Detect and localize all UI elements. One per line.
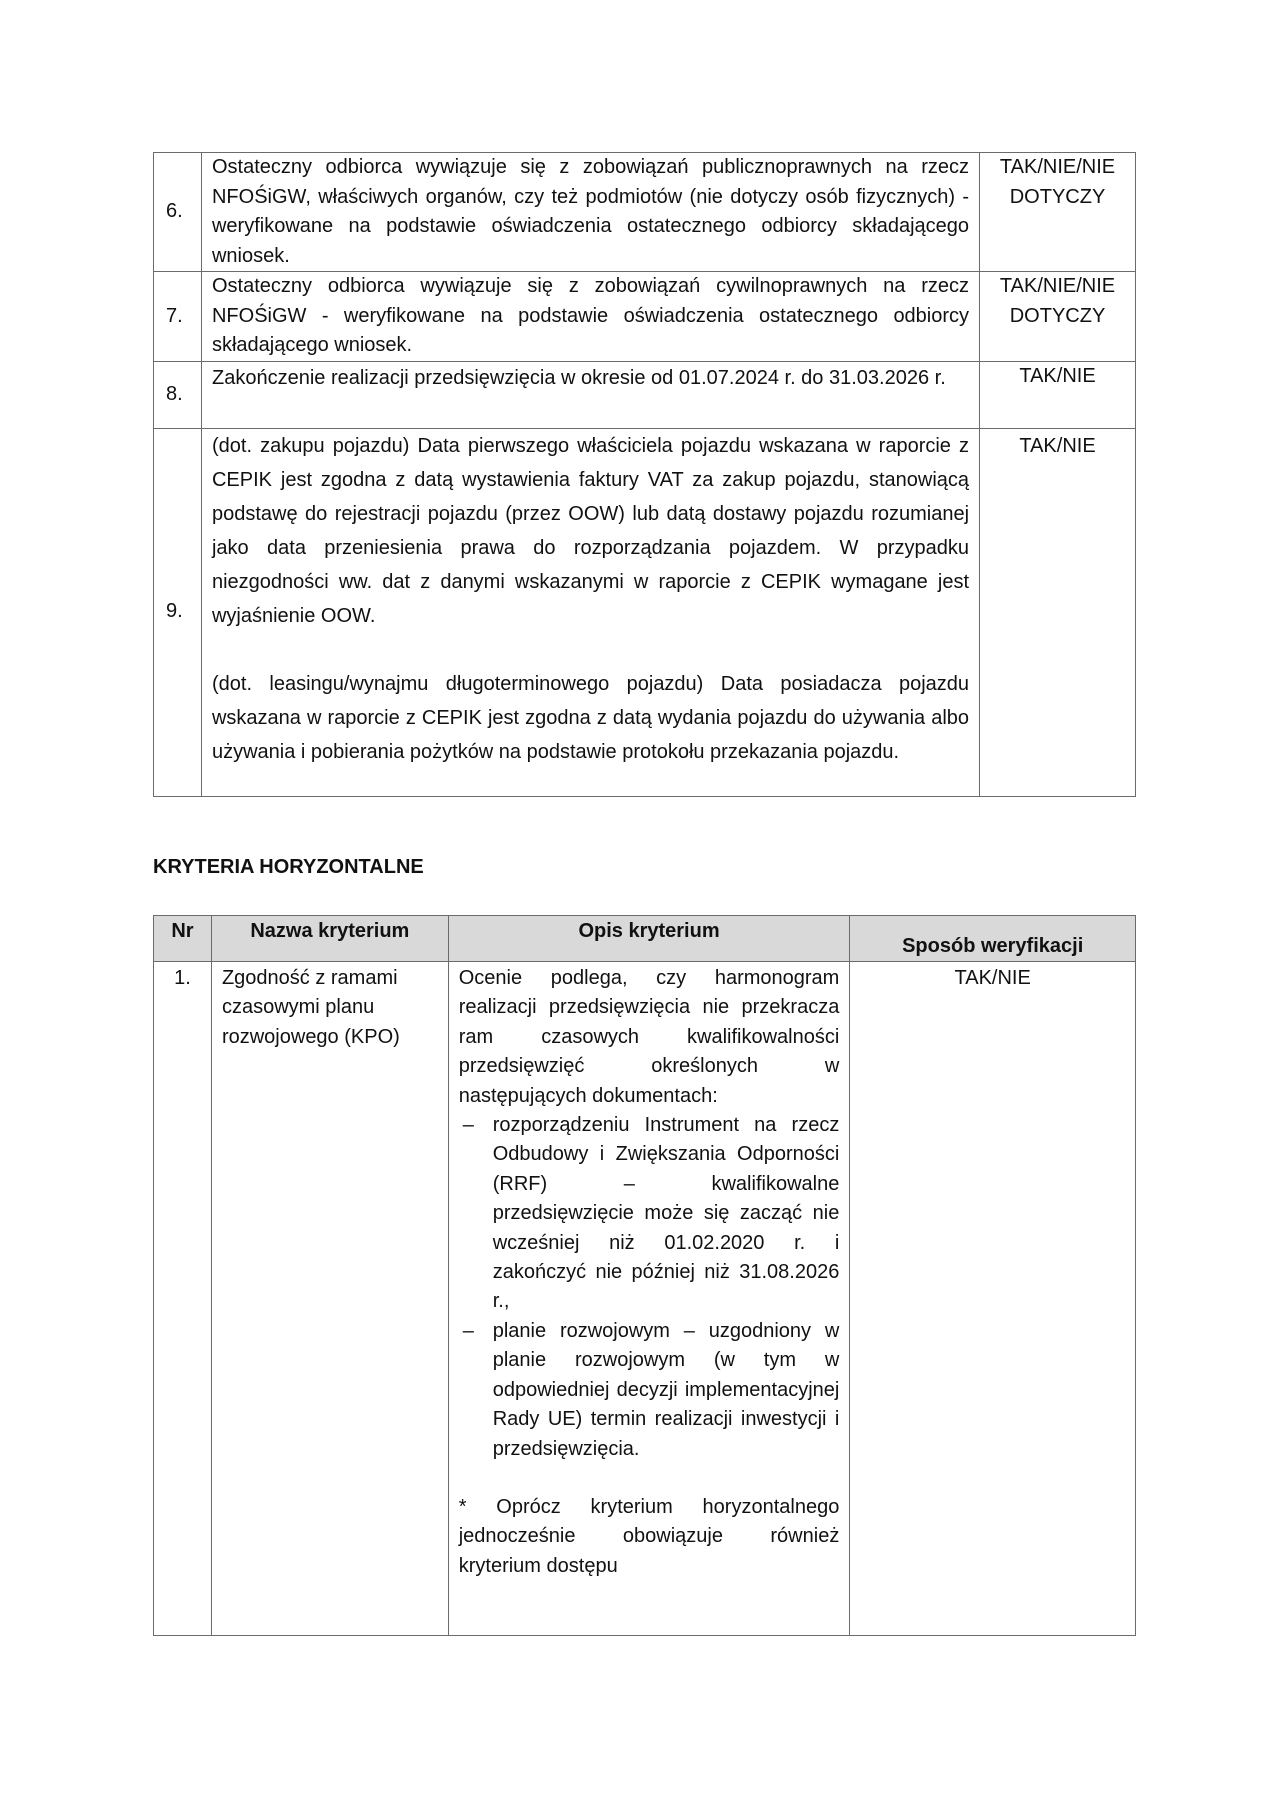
bullet-text: rozporządzeniu Instrument na rzecz Odbudowy i Zwiększania Odporności (RRF) – kwalifikowalne przedsięwzięcie może się zacząć nie wcześniej niż 01.02.2020 r. i zakończyć nie później niż 31.08.2026 r., (492, 1114, 840, 1313)
row-number: 9. (154, 428, 202, 796)
verification-method: TAK/NIE (850, 962, 1136, 1636)
criterion-intro: Ocenie podlega, czy harmonogram realizacji przedsięwzięcia nie przekracza ram czasowych kwalifikowalności przedsięwzięć określonych w następujących dokumentach: (458, 967, 840, 1107)
bullet-text: planie rozwojowym – uzgodniony w planie rozwojowym (w tym w odpowiedniej decyzji implementacyjnej Rady UE) termin realizacji inwestycji i przedsięwzięcia. (492, 1319, 840, 1460)
table-header-row (154, 916, 1136, 962)
horizontal-criteria-table (153, 915, 1136, 1636)
criterion-bullet-list (459, 1111, 840, 1464)
criterion-description-leasing: (dot. leasingu/wynajmu długoterminowego pojazdu) Data posiadacza pojazdu wskazana w raporcie z CEPIK jest zgodna z datą wydania pojazdu do używania albo używania i pobierania pożytków na podstawie protokołu przekazania pojazdu. (211, 672, 970, 763)
criterion-description: Ostateczny odbiorca wywiązuje się z zobowiązań publicznoprawnych na rzecz NFOŚiGW, właściwych organów, czy też podmiotów (nie dotyczy osób fizycznych) - weryfikowane na podstawie oświadczenia ostatecznego odbiorcy składającego wniosek. (201, 153, 979, 272)
table-row (154, 962, 1136, 1636)
criterion-description: Ostateczny odbiorca wywiązuje się z zobowiązań cywilnoprawnych na rzecz NFOŚiGW - weryfikowane na podstawie oświadczenia ostatecznego odbiorcy składającego wniosek. (201, 272, 979, 362)
criterion-description: Zakończenie realizacji przedsięwzięcia w okresie od 01.07.2024 r. do 31.03.2026 r. (201, 361, 979, 428)
table-row (154, 272, 1136, 362)
row-number: 7. (154, 272, 202, 362)
table-row (154, 153, 1136, 272)
list-item (459, 1111, 840, 1317)
list-item (459, 1317, 840, 1464)
row-number: 6. (154, 153, 202, 272)
verification-method: TAK/NIE (980, 428, 1136, 796)
verification-method: TAK/NIE/NIE DOTYCZY (980, 153, 1136, 272)
criterion-note: * Oprócz kryterium horyzontalnego jednocześnie obowiązuje również kryterium dostępu (458, 1495, 840, 1577)
header-verification: Sposób weryfikacji (850, 916, 1136, 962)
verification-method: TAK/NIE (980, 361, 1136, 428)
dash-bullet: – (462, 1114, 474, 1137)
row-number: 8. (154, 361, 202, 428)
row-number: 1. (154, 962, 212, 1636)
header-name: Nazwa kryterium (211, 916, 448, 962)
criterion-name: Zgodność z ramami czasowymi planu rozwojowego (KPO) (211, 962, 448, 1636)
table-row (154, 361, 1136, 428)
criterion-description-cell (448, 962, 850, 1636)
criteria-table-continued (153, 152, 1136, 797)
criterion-description: (dot. zakupu pojazdu) Data pierwszego właściciela pojazdu wskazana w raporcie z CEPIK jest zgodna z datą wystawienia faktury VAT za zakup pojazdu, stanowiącą podstawę do rejestracji pojazdu (przez OOW) lub datą dostawy pojazdu rozumianej jako data przeniesienia prawa do rozporządzania pojazdem. W przypadku niezgodności ww. dat z danymi wskazanymi w raporcie z CEPIK wymagane jest wyjaśnienie OOW. (211, 434, 970, 627)
verification-method: TAK/NIE/NIE DOTYCZY (980, 272, 1136, 362)
dash-bullet: – (462, 1319, 474, 1342)
header-nr: Nr (154, 916, 212, 962)
header-description: Opis kryterium (448, 916, 850, 962)
section-title: KRYTERIA HORYZONTALNE (153, 856, 424, 878)
table-row (154, 428, 1136, 796)
criterion-description-cell (201, 428, 979, 796)
